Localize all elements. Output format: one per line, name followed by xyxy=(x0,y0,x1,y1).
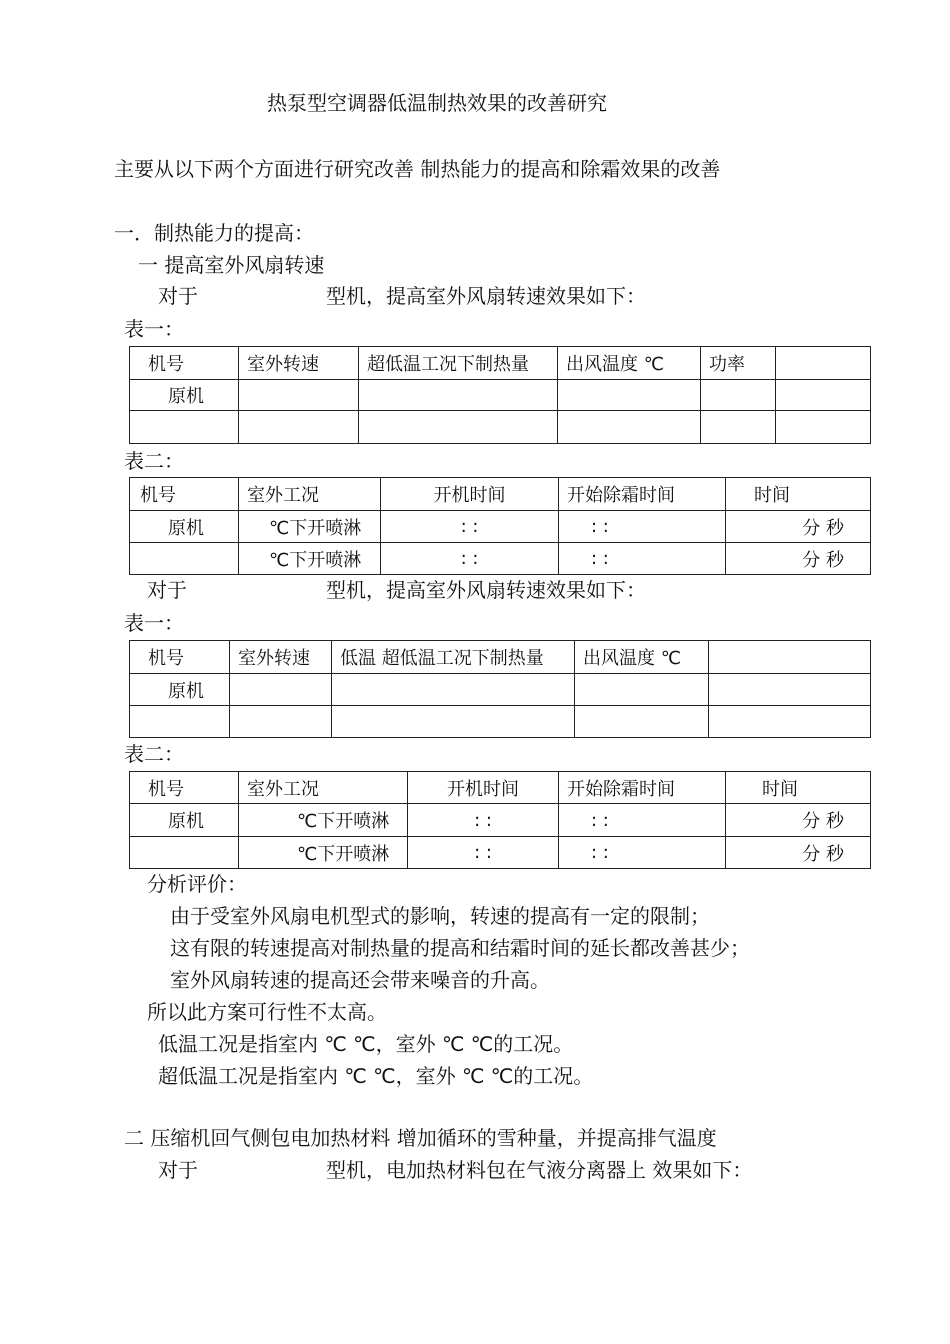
table-cell: ℃下开喷淋 xyxy=(239,511,381,543)
table-row xyxy=(130,543,871,575)
table-cell: : : xyxy=(408,804,559,837)
para-b-suffix: 型机，提高室外风扇转速效果如下： xyxy=(326,578,646,602)
header-cell: 室外转速 xyxy=(239,347,359,380)
para-b-prefix: 对于 xyxy=(147,578,187,602)
table-header-row xyxy=(130,347,871,380)
table-cell xyxy=(230,674,332,706)
header-cell xyxy=(776,347,871,380)
header-cell: 功率 xyxy=(701,347,776,380)
table-row xyxy=(130,380,871,411)
table-cell xyxy=(575,706,709,738)
table-cell: 原机 xyxy=(130,804,239,837)
table-header-row xyxy=(130,641,871,674)
table-row xyxy=(130,804,871,837)
table-cell: : : xyxy=(559,837,726,869)
subsection1-heading: 一 提高室外风扇转速 xyxy=(138,253,325,277)
header-cell: 出风温度 ℃ xyxy=(575,641,709,674)
table-cell xyxy=(701,411,776,444)
table-cell xyxy=(776,411,871,444)
table-cell xyxy=(359,380,558,411)
table-cell: : : xyxy=(408,837,559,869)
table-header-row xyxy=(130,772,871,804)
table-cell: 分 秒 xyxy=(726,511,871,543)
table-cell: 分 秒 xyxy=(726,804,871,837)
table4-caption: 表二： xyxy=(124,742,184,766)
table-cell xyxy=(239,380,359,411)
table-cell: : : xyxy=(381,543,559,575)
header-cell: 室外工况 xyxy=(239,478,381,511)
para-a-suffix: 型机，提高室外风扇转速效果如下： xyxy=(326,284,646,308)
header-cell: 机号 xyxy=(130,347,239,380)
table-cell: 分 秒 xyxy=(726,543,871,575)
table-cell xyxy=(332,706,575,738)
conclusion-line: 所以此方案可行性不太高。 xyxy=(147,1000,387,1024)
table-cell xyxy=(709,706,871,738)
table3-caption: 表一： xyxy=(124,611,184,635)
header-cell: 室外转速 xyxy=(230,641,332,674)
header-cell: 开机时间 xyxy=(381,478,559,511)
table-cell xyxy=(776,380,871,411)
header-cell: 机号 xyxy=(130,641,230,674)
table-cell xyxy=(558,411,701,444)
intro-paragraph: 主要从以下两个方面进行研究改善 制热能力的提高和除霜效果的改善 xyxy=(114,157,721,181)
section2-heading: 二 压缩机回气侧包电加热材料 增加循环的雪种量，并提高排气温度 xyxy=(124,1126,717,1150)
table-cell: : : xyxy=(559,511,726,543)
table-cell: 分 秒 xyxy=(726,837,871,869)
table-cell: ℃下开喷淋 xyxy=(239,804,408,837)
table-cell xyxy=(230,706,332,738)
table-cell xyxy=(332,674,575,706)
table-cell xyxy=(130,543,239,575)
table-cell: : : xyxy=(381,511,559,543)
section2-para-prefix: 对于 xyxy=(158,1158,198,1182)
table-cell xyxy=(130,837,239,869)
table-cell: ℃下开喷淋 xyxy=(239,543,381,575)
header-cell: 超低温工况下制热量 xyxy=(359,347,558,380)
table-row xyxy=(130,674,871,706)
section2-para-suffix: 型机，电加热材料包在气液分离器上 效果如下： xyxy=(326,1158,753,1182)
table-cell xyxy=(558,380,701,411)
header-cell: 开始除霜时间 xyxy=(559,772,726,804)
table-cell: ℃下开喷淋 xyxy=(239,837,408,869)
table-cell: 原机 xyxy=(130,674,230,706)
header-cell: 低温 超低温工况下制热量 xyxy=(332,641,575,674)
table-cell xyxy=(575,674,709,706)
table-cell xyxy=(239,411,359,444)
table-row xyxy=(130,411,871,444)
header-cell: 室外工况 xyxy=(239,772,408,804)
header-cell: 出风温度 ℃ xyxy=(558,347,701,380)
header-cell: 开机时间 xyxy=(408,772,559,804)
header-cell: 时间 xyxy=(726,478,871,511)
header-cell xyxy=(709,641,871,674)
analysis-line: 室外风扇转速的提高还会带来噪音的升高。 xyxy=(170,968,550,992)
header-cell: 开始除霜时间 xyxy=(559,478,726,511)
table-cell xyxy=(130,411,239,444)
low-temp-definition: 低温工况是指室内 ℃ ℃，室外 ℃ ℃的工况。 xyxy=(158,1032,574,1056)
para-a-prefix: 对于 xyxy=(158,284,198,308)
table-row xyxy=(130,706,871,738)
table1-caption: 表一： xyxy=(124,317,184,341)
table-cell xyxy=(701,380,776,411)
header-cell: 机号 xyxy=(130,772,239,804)
table-row xyxy=(130,837,871,869)
header-cell: 机号 xyxy=(130,478,239,511)
table-header-row xyxy=(130,478,871,511)
table-row xyxy=(130,511,871,543)
table-cell: : : xyxy=(559,543,726,575)
table2-caption: 表二： xyxy=(124,449,184,473)
table-cell: 原机 xyxy=(130,511,239,543)
table-2-defrost xyxy=(129,477,871,575)
table-cell: : : xyxy=(559,804,726,837)
analysis-heading: 分析评价： xyxy=(147,872,247,896)
table-1-heating xyxy=(129,346,871,444)
table-cell xyxy=(709,674,871,706)
section1-heading: 一．制热能力的提高： xyxy=(114,221,314,245)
table-3-heating xyxy=(129,640,871,738)
analysis-line: 这有限的转速提高对制热量的提高和结霜时间的延长都改善甚少； xyxy=(170,936,750,960)
table-4-defrost xyxy=(129,771,871,869)
ultra-low-temp-definition: 超低温工况是指室内 ℃ ℃，室外 ℃ ℃的工况。 xyxy=(158,1064,594,1088)
document-title: 热泵型空调器低温制热效果的改善研究 xyxy=(267,91,607,115)
table-cell xyxy=(130,706,230,738)
analysis-line: 由于受室外风扇电机型式的影响，转速的提高有一定的限制； xyxy=(170,904,710,928)
header-cell: 时间 xyxy=(726,772,871,804)
table-cell: 原机 xyxy=(130,380,239,411)
table-cell xyxy=(359,411,558,444)
